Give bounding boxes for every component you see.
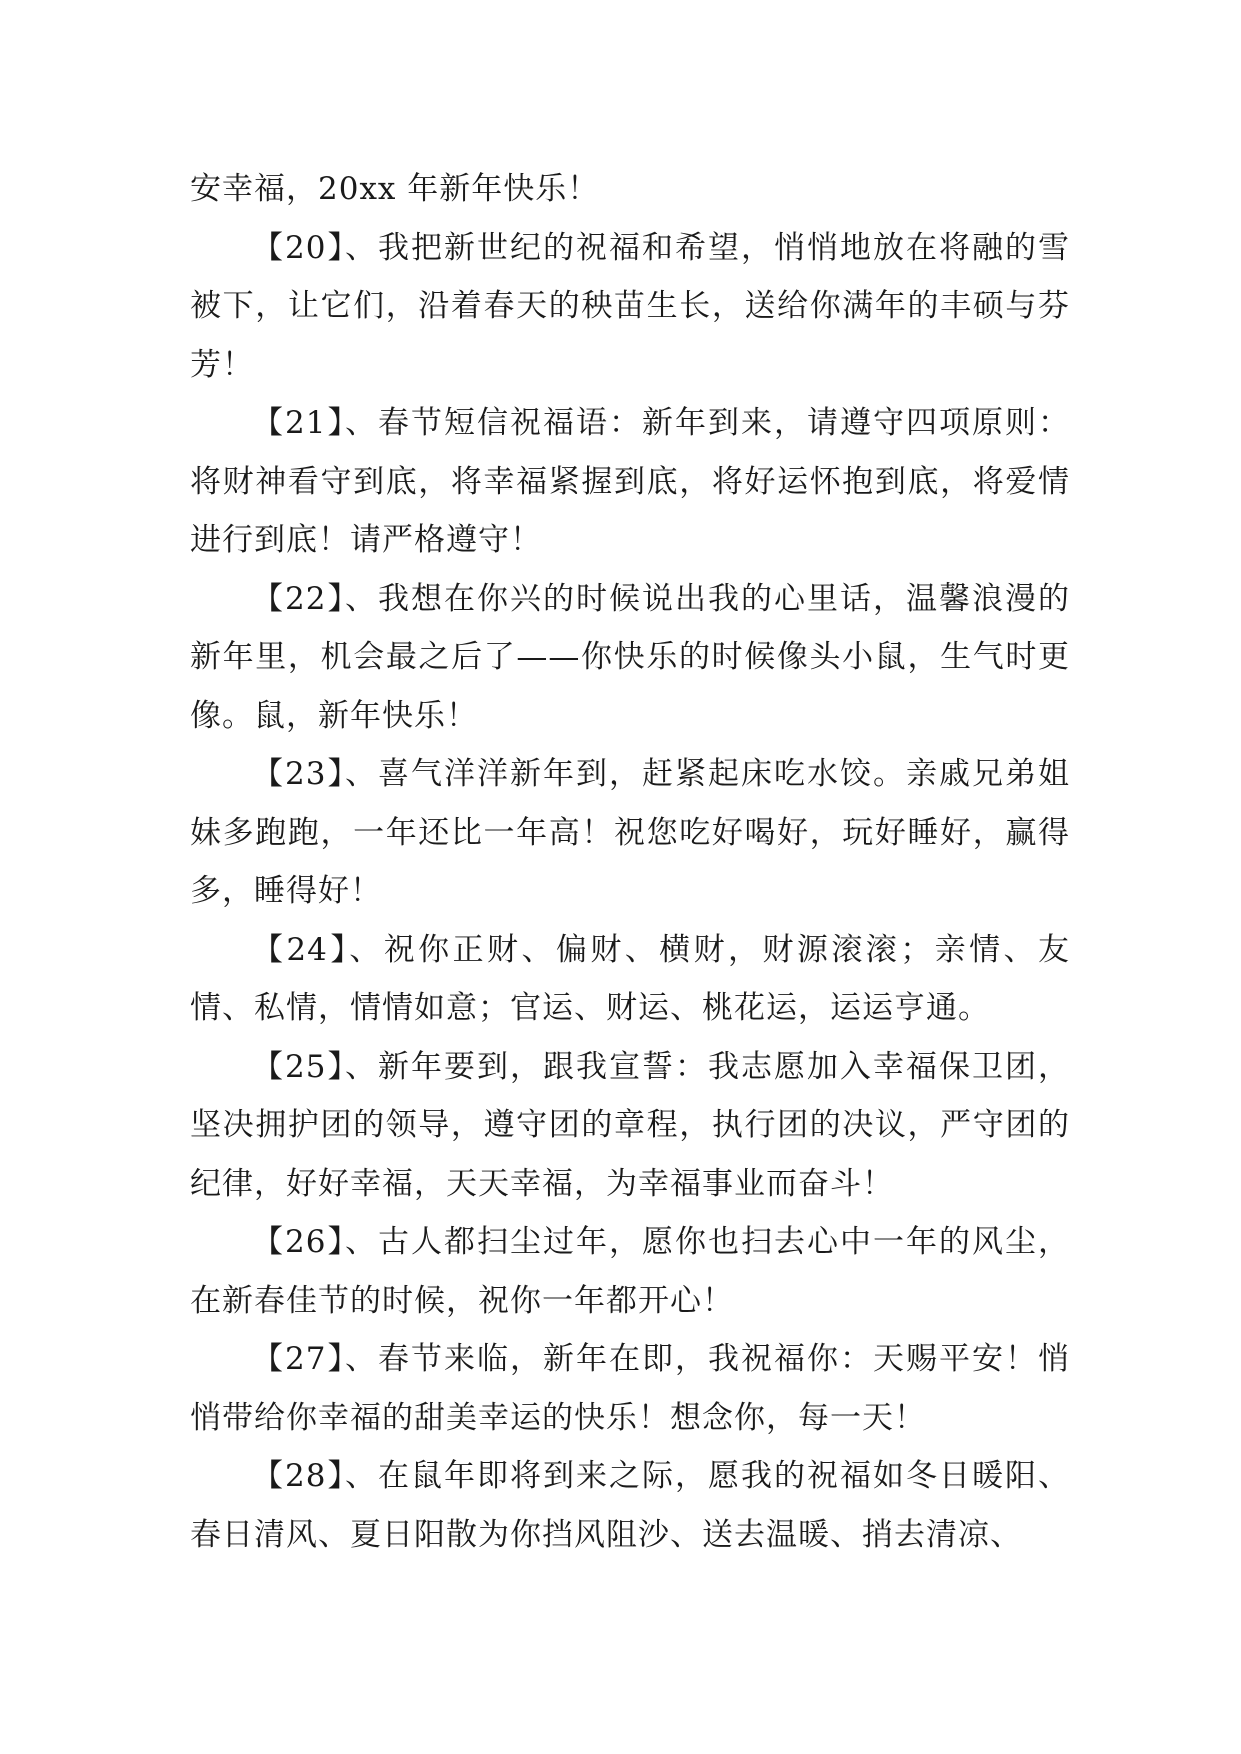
- paragraph-continuation: 安幸福，20xx 年新年快乐！: [190, 171, 600, 207]
- paragraph-20: 【20】、我把新世纪的祝福和希望，悄悄地放在将融的雪被下，让它们，沿着春天的秧苗生长，送给你满年的丰硕与芬芳！: [190, 229, 1070, 383]
- paragraph-23: 【23】、喜气洋洋新年到，赶紧起床吃水饺。亲戚兄弟姐妹多跑跑，一年还比一年高！祝您吃好喝好，玩好睡好，赢得多，睡得好！: [190, 756, 1070, 909]
- paragraph-24: 【24】、祝你正财、偏财、横财，财源滚滚；亲情、友情、私情，情情如意；官运、财运、桃花运，运运亨通。: [190, 931, 1070, 1026]
- paragraph-22: 【22】、我想在你兴的时候说出我的心里话，温馨浪漫的新年里，机会最之后了——你快乐的时候像头小鼠，生气时更像。鼠，新年快乐！: [190, 580, 1070, 734]
- document-body: [190, 160, 1070, 1564]
- paragraph-27: 【27】、春节来临，新年在即，我祝福你：天赐平安！悄悄带给你幸福的甜美幸运的快乐！想念你，每一天！: [190, 1341, 1070, 1436]
- paragraph-25: 【25】、新年要到，跟我宣誓：我志愿加入幸福保卫团，坚决拥护团的领导，遵守团的章程，执行团的决议，严守团的纪律，好好幸福，天天幸福，为幸福事业而奋斗！: [190, 1048, 1070, 1202]
- paragraph-28: 【28】、在鼠年即将到来之际，愿我的祝福如冬日暖阳、春日清风、夏日阳散为你挡风阻沙、送去温暖、捎去清凉、: [190, 1458, 1070, 1553]
- paragraph-21: 【21】、春节短信祝福语：新年到来，请遵守四项原则：将财神看守到底，将幸福紧握到底，将好运怀抱到底，将爱情进行到底！请严格遵守！: [190, 405, 1070, 558]
- paragraph-26: 【26】、古人都扫尘过年，愿你也扫去心中一年的风尘，在新春佳节的时候，祝你一年都开心！: [190, 1224, 1070, 1319]
